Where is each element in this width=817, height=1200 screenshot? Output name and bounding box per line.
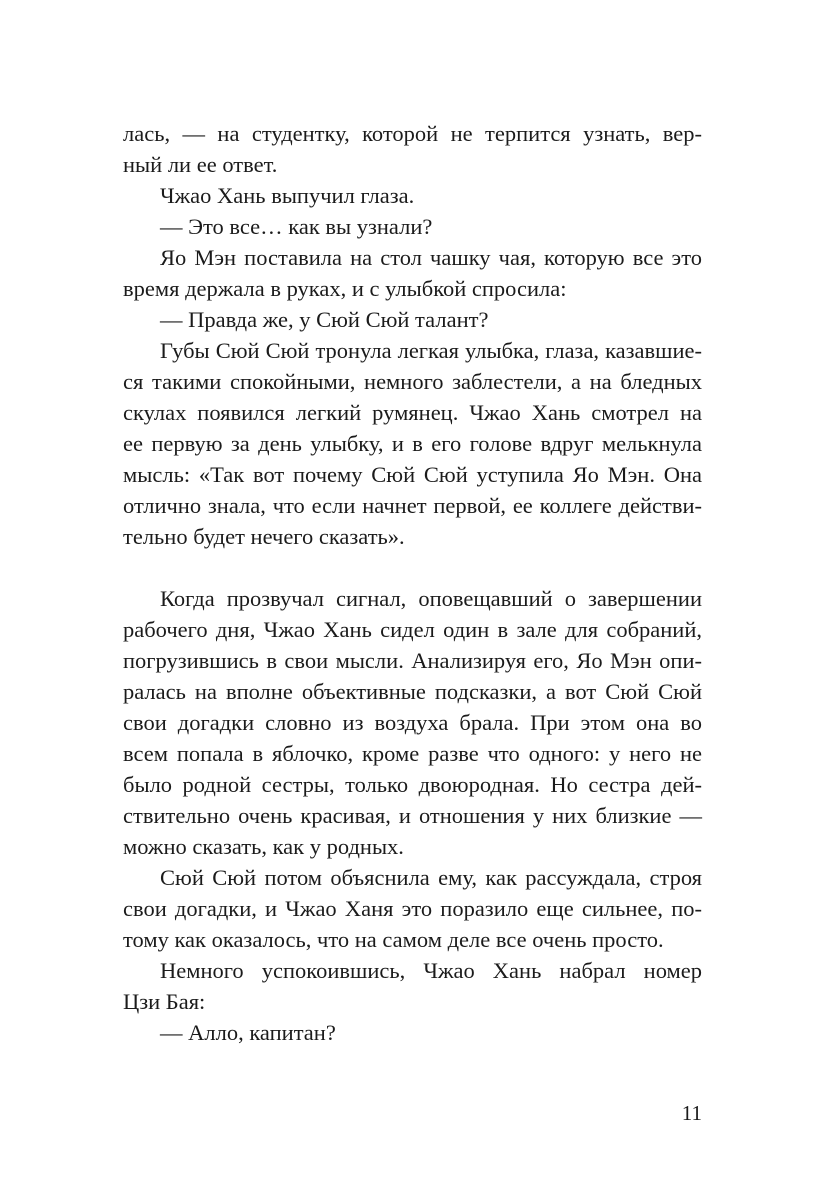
text-line: погрузившись в свои мысли. Анализируя его, Яо Мэн опи- bbox=[123, 648, 702, 673]
page-number: 11 bbox=[681, 1101, 702, 1125]
text-line: Когда прозвучал сигнал, оповещавший о завершении bbox=[160, 586, 702, 611]
paragraph bbox=[123, 335, 702, 552]
text-line: — Алло, капитан? bbox=[160, 1020, 336, 1045]
text-line: мысль: «Так вот почему Сюй Сюй уступила Яо Мэн. Она bbox=[123, 462, 702, 487]
text-line: — Это все… как вы узнали? bbox=[160, 214, 433, 239]
text-block bbox=[123, 118, 702, 1048]
paragraph bbox=[123, 242, 702, 304]
text-line: — Правда же, у Сюй Сюй талант? bbox=[160, 307, 489, 332]
text-line: ее первую за день улыбку, и в его голове вдруг мелькнула bbox=[123, 431, 702, 456]
text-line: Губы Сюй Сюй тронула легкая улыбка, глаза, казавшие- bbox=[160, 338, 702, 363]
paragraph bbox=[123, 304, 702, 335]
text-line: свои догадки, и Чжао Ханя это поразило еще сильнее, по- bbox=[123, 896, 702, 921]
paragraph bbox=[123, 118, 702, 180]
text-line: ся такими спокойными, немного заблестели, а на бледных bbox=[123, 369, 702, 394]
text-line: ралась на вполне объективные подсказки, а вот Сюй Сюй bbox=[123, 679, 702, 704]
paragraph bbox=[123, 211, 702, 242]
text-line: Яо Мэн поставила на стол чашку чая, которую все это bbox=[160, 245, 702, 270]
text-line: Сюй Сюй потом объяснила ему, как рассуждала, строя bbox=[160, 865, 702, 890]
text-line: Чжао Хань выпучил глаза. bbox=[160, 183, 415, 208]
text-line: всем попала в яблочко, кроме разве что одного: у него не bbox=[123, 741, 702, 766]
text-line: ный ли ее ответ. bbox=[123, 152, 278, 177]
text-line: Немного успокоившись, Чжао Хань набрал номер bbox=[160, 958, 702, 983]
paragraph bbox=[123, 862, 702, 955]
paragraph bbox=[123, 1017, 702, 1048]
paragraph bbox=[123, 180, 702, 211]
text-line: лась, — на студентку, которой не терпится узнать, вер- bbox=[123, 121, 702, 146]
text-line: свои догадки словно из воздуха брала. При этом она во bbox=[123, 710, 702, 735]
text-line: можно сказать, как у родных. bbox=[123, 834, 404, 859]
paragraph bbox=[123, 955, 702, 1017]
text-line: отлично знала, что если начнет первой, ее коллеге действи- bbox=[123, 493, 702, 518]
text-line: скулах появился легкий румянец. Чжао Хань смотрел на bbox=[123, 400, 702, 425]
text-line: было родной сестры, только двоюродная. Но сестра дей- bbox=[123, 772, 702, 797]
text-line: тельно будет нечего сказать». bbox=[123, 524, 405, 549]
paragraph bbox=[123, 583, 702, 862]
text-line: ствительно очень красивая, и отношения у них близкие — bbox=[123, 803, 702, 828]
text-line: тому как оказалось, что на самом деле все очень просто. bbox=[123, 927, 664, 952]
text-line: время держала в руках, и с улыбкой спросила: bbox=[123, 276, 567, 301]
text-line: рабочего дня, Чжао Хань сидел один в зале для собраний, bbox=[123, 617, 702, 642]
text-line: Цзи Бая: bbox=[123, 989, 206, 1014]
